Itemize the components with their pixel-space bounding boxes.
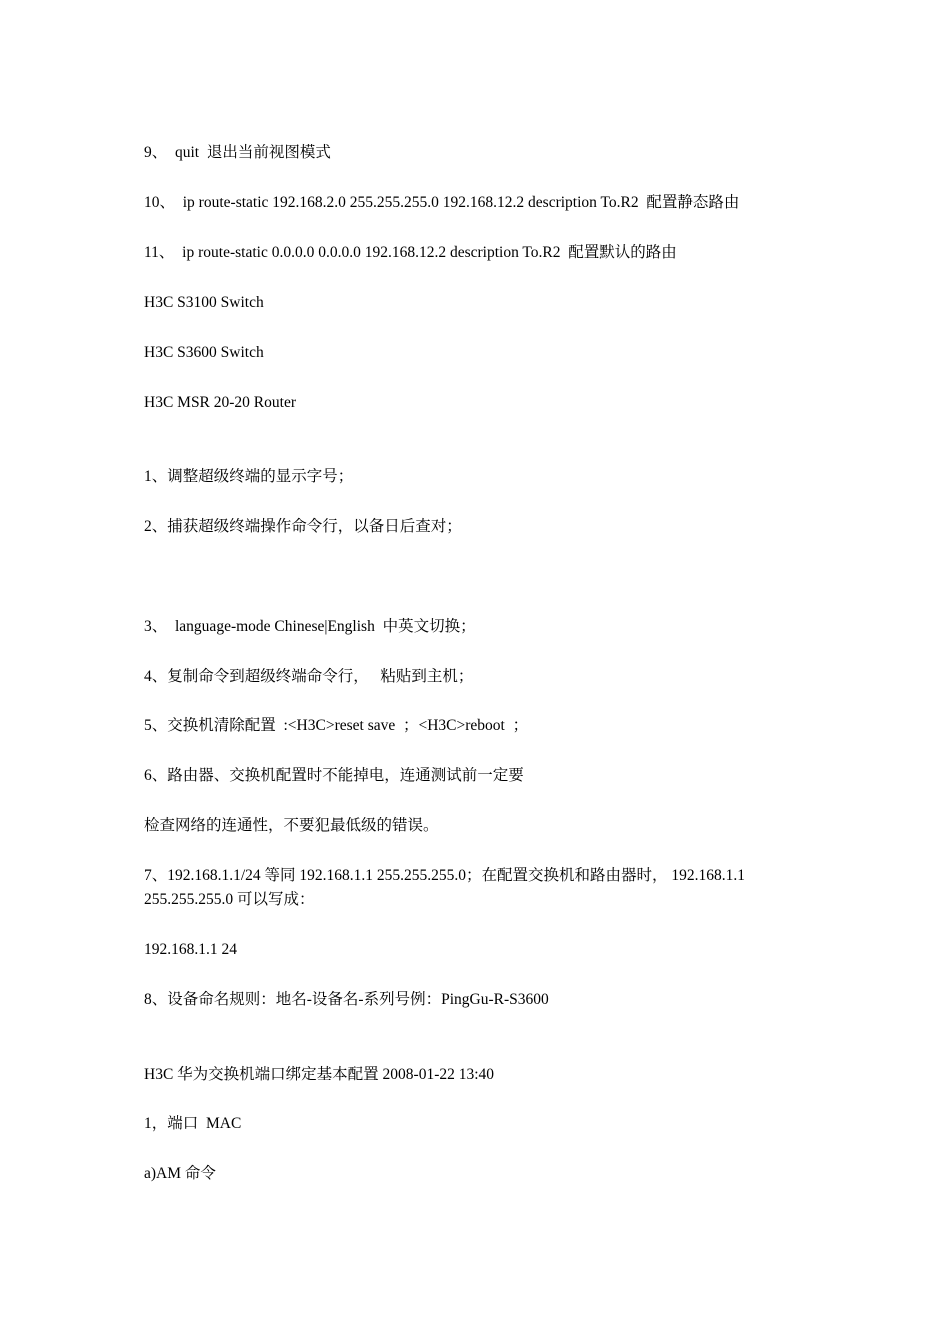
text-line-item-3: 3、 language-mode Chinese|English 中英文切换； xyxy=(144,618,476,635)
text-line-item-5: 5、交换机清除配置 :<H3C>reset save ；<H3C>reboot ； xyxy=(144,717,529,734)
text-line-port-mac: 1，端口 MAC xyxy=(144,1115,242,1132)
text-line-item-4: 4、复制命令到超级终端命令行， 粘贴到主机； xyxy=(144,668,474,685)
text-line-item-6-continued: 检查网络的连通性，不要犯最低级的错误。 xyxy=(144,817,439,834)
text-line-router-msr: H3C MSR 20-20 Router xyxy=(144,394,296,411)
text-line-item-6: 6、路由器、交换机配置时不能掉电，连通测试前一定要 xyxy=(144,767,524,784)
text-line-default-route: 11、 ip route-static 0.0.0.0 0.0.0.0 192.168.12.2 description To.R2 配置默认的路由 xyxy=(144,244,677,261)
text-line-item-1: 1、调整超级终端的显示字号； xyxy=(144,468,354,485)
text-line-item-8: 8、设备命名规则：地名-设备名-系列号例：PingGu-R-S3600 xyxy=(144,991,549,1008)
text-line-switch-s3100: H3C S3100 Switch xyxy=(144,294,264,311)
text-line-quit: 9、 quit 退出当前视图模式 xyxy=(144,144,331,161)
text-line-item-7: 7、192.168.1.1/24 等同 192.168.1.1 255.255.255.0；在配置交换机和路由器时， 192.168.1.1 255.255.255.0 可以写成： xyxy=(144,867,746,908)
text-line-static-route: 10、 ip route-static 192.168.2.0 255.255.255.0 192.168.12.2 description To.R2 配置静态路由 xyxy=(144,194,740,211)
text-line-item-7-example: 192.168.1.1 24 xyxy=(144,941,237,958)
section-heading: H3C 华为交换机端口绑定基本配置 2008-01-22 13:40 xyxy=(144,1066,495,1083)
text-line-item-2: 2、捕获超级终端操作命令行，以备日后查对； xyxy=(144,518,462,535)
text-line-am-command: a)AM 命令 xyxy=(144,1165,216,1182)
text-line-switch-s3600: H3C S3600 Switch xyxy=(144,344,264,361)
